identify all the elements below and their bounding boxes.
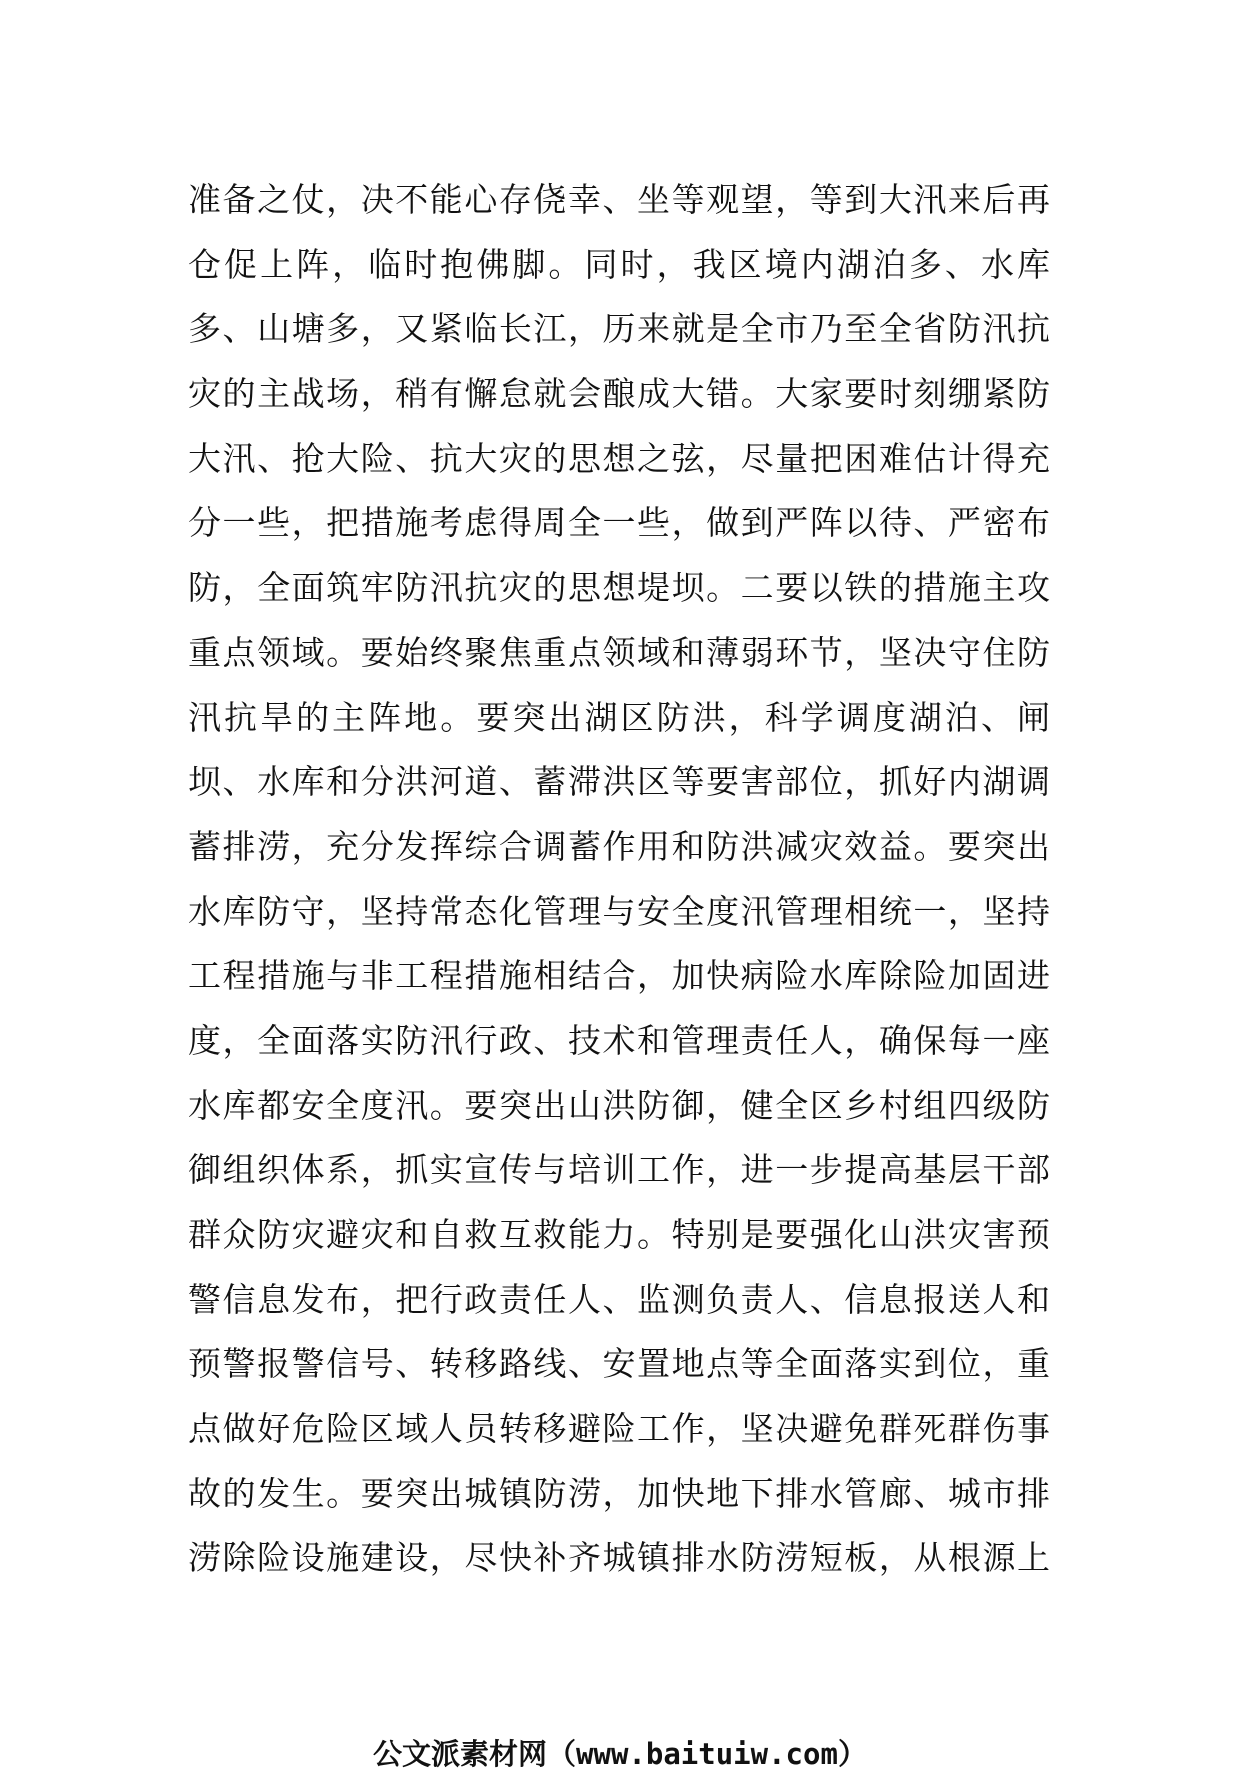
text-line: 故的发生。要突出城镇防涝，加快地下排水管廊、城市排	[188, 1473, 1050, 1513]
text-line: 涝除险设施建设，尽快补齐城镇排水防涝短板，从根源上	[188, 1538, 1050, 1578]
text-line: 水库都安全度汛。要突出山洪防御，健全区乡村组四级防	[188, 1085, 1050, 1125]
page-footer	[0, 1734, 1240, 1774]
text-line: 大汛、抢大险、抗大灾的思想之弦，尽量把困难估计得充	[188, 438, 1050, 478]
footer-paren-open: （	[547, 1737, 577, 1771]
text-line: 仓促上阵，临时抱佛脚。同时，我区境内湖泊多、水库	[188, 244, 1050, 284]
text-line: 分一些，把措施考虑得周全一些，做到严阵以待、严密布	[188, 503, 1050, 543]
text-line: 汛抗旱的主阵地。要突出湖区防洪，科学调度湖泊、闸	[188, 697, 1050, 737]
text-line: 蓄排涝，充分发挥综合调蓄作用和防洪减灾效益。要突出	[188, 826, 1050, 866]
text-line: 预警报警信号、转移路线、安置地点等全面落实到位，重	[188, 1344, 1050, 1384]
text-line: 点做好危险区域人员转移避险工作，坚决避免群死群伤事	[188, 1409, 1050, 1449]
text-line: 多、山塘多，又紧临长江，历来就是全市乃至全省防汛抗	[188, 309, 1050, 349]
text-line: 群众防灾避灾和自救互救能力。特别是要强化山洪灾害预	[188, 1215, 1050, 1254]
footer-url: www.baituiw.com	[576, 1737, 838, 1771]
body-text	[188, 168, 1050, 1591]
text-line: 御组织体系，抓实宣传与培训工作，进一步提高基层干部	[188, 1150, 1050, 1190]
text-line: 重点领域。要始终聚焦重点领域和薄弱环节，坚决守住防	[188, 632, 1050, 672]
text-line: 准备之仗，决不能心存侥幸、坐等观望，等到大汛来后再	[188, 180, 1050, 219]
text-line: 度，全面落实防汛行政、技术和管理责任人，确保每一座	[188, 1020, 1050, 1060]
text-line: 工程措施与非工程措施相结合，加快病险水库除险加固进	[188, 956, 1050, 996]
footer-site-name: 公文派素材网	[373, 1737, 548, 1771]
text-line: 坝、水库和分洪河道、蓄滞洪区等要害部位，抓好内湖调	[188, 762, 1050, 802]
text-line: 水库防守，坚持常态化管理与安全度汛管理相统一，坚持	[188, 891, 1050, 931]
text-line: 灾的主战场，稍有懈怠就会酿成大错。大家要时刻绷紧防	[188, 374, 1050, 414]
text-line: 防，全面筑牢防汛抗灾的思想堤坝。二要以铁的措施主攻	[188, 568, 1050, 608]
footer-paren-close: ）	[837, 1737, 867, 1771]
text-line: 警信息发布，把行政责任人、监测负责人、信息报送人和	[188, 1279, 1050, 1319]
